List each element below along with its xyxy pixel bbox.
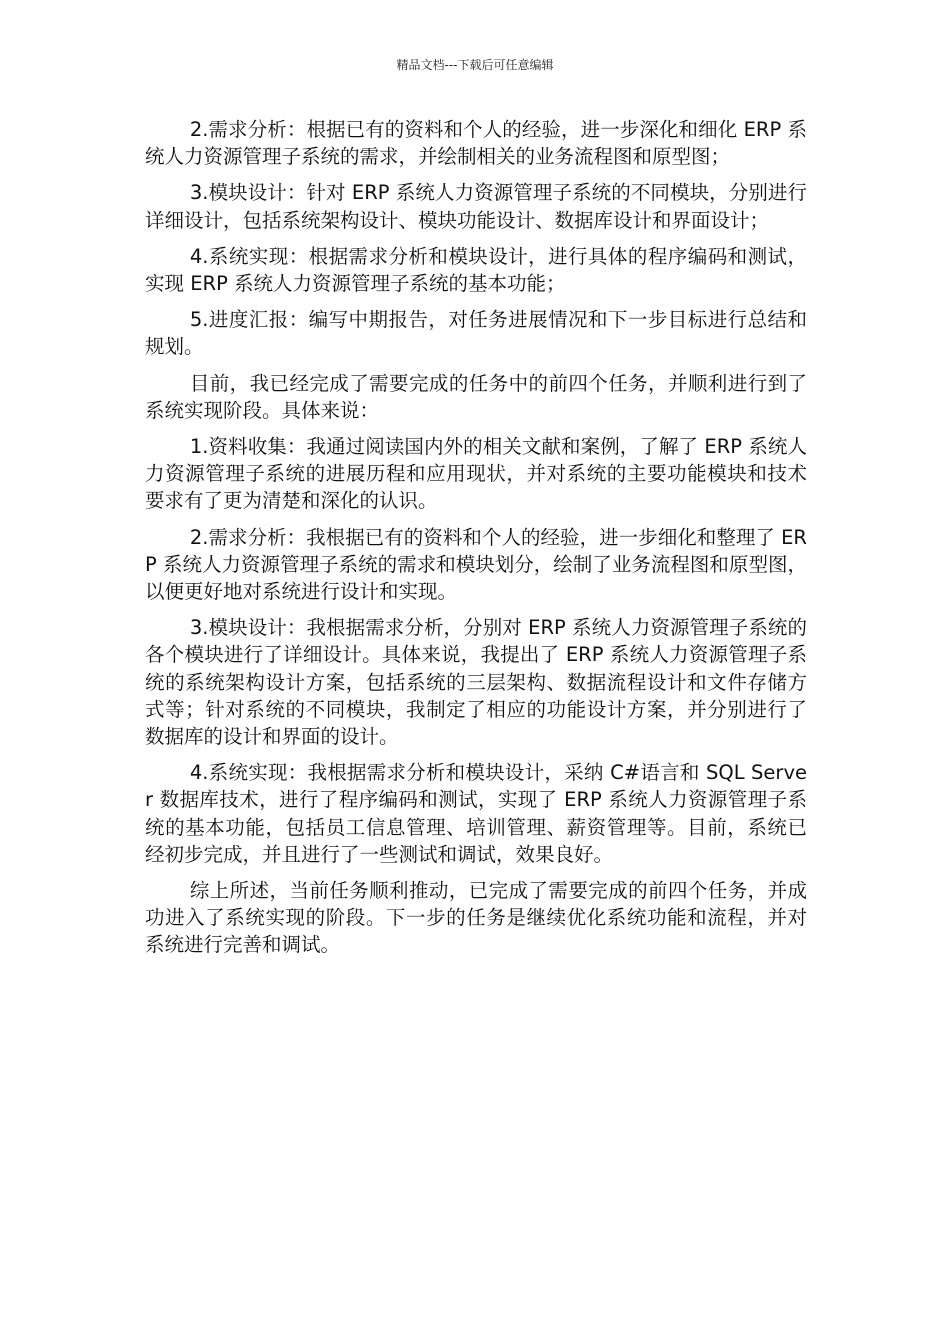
paragraph-current-status: 目前，我已经完成了需要完成的任务中的前四个任务，并顺利进行到了系统实现阶段。具体来说： [145, 371, 807, 422]
document-body [145, 116, 807, 968]
paragraph-module-design-done: 3.模块设计：我根据需求分析，分别对 ERP 系统人力资源管理子系统的各个模块进行了详细设计。具体来说，我提出了 ERP 系统人力资源管理子系统的系统架构设计方案，包括系统的三层架构、数据流程设计和文件存储方式等；针对系统的不同模块，我制定了相应的功能设计方案，并分别进行了数据库的设计和界面的设计。 [145, 616, 807, 749]
paragraph-summary: 综上所述，当前任务顺利推动，已完成了需要完成的前四个任务，并成功进入了系统实现的阶段。下一步的任务是继续优化系统功能和流程，并对系统进行完善和调试。 [145, 879, 807, 957]
page-header: 精品文档---下载后可任意编辑 [396, 58, 554, 72]
paragraph-progress-report-plan: 5.进度汇报：编写中期报告，对任务进展情况和下一步目标进行总结和规划。 [145, 308, 807, 359]
paragraph-system-implementation-done: 4.系统实现：我根据需求分析和模块设计，采纳 C#语言和 SQL Server 数据库技术，进行了程序编码和测试，实现了 ERP 系统人力资源管理子系统的基本功能，包括员工信息管理、培训管理、薪资管理等。目前，系统已经初步完成，并且进行了一些测试和调试，效果良好。 [145, 761, 807, 866]
paragraph-data-collection-done: 1.资料收集：我通过阅读国内外的相关文献和案例，了解了 ERP 系统人力资源管理子系统的进展历程和应用现状，并对系统的主要功能模块和技术要求有了更为清楚和深化的认识。 [145, 435, 807, 513]
paragraph-module-design-plan: 3.模块设计：针对 ERP 系统人力资源管理子系统的不同模块，分别进行详细设计，包括系统架构设计、模块功能设计、数据库设计和界面设计； [145, 181, 807, 232]
paragraph-requirements-analysis-done: 2.需求分析：我根据已有的资料和个人的经验，进一步细化和整理了 ERP 系统人力资源管理子系统的需求和模块划分，绘制了业务流程图和原型图，以便更好地对系统进行设计和实现。 [145, 525, 807, 604]
paragraph-requirements-analysis-plan: 2.需求分析：根据已有的资料和个人的经验，进一步深化和细化 ERP 系统人力资源管理子系统的需求，并绘制相关的业务流程图和原型图； [145, 118, 807, 169]
paragraph-system-implementation-plan: 4.系统实现：根据需求分析和模块设计，进行具体的程序编码和测试，实现 ERP 系统人力资源管理子系统的基本功能； [145, 244, 807, 296]
